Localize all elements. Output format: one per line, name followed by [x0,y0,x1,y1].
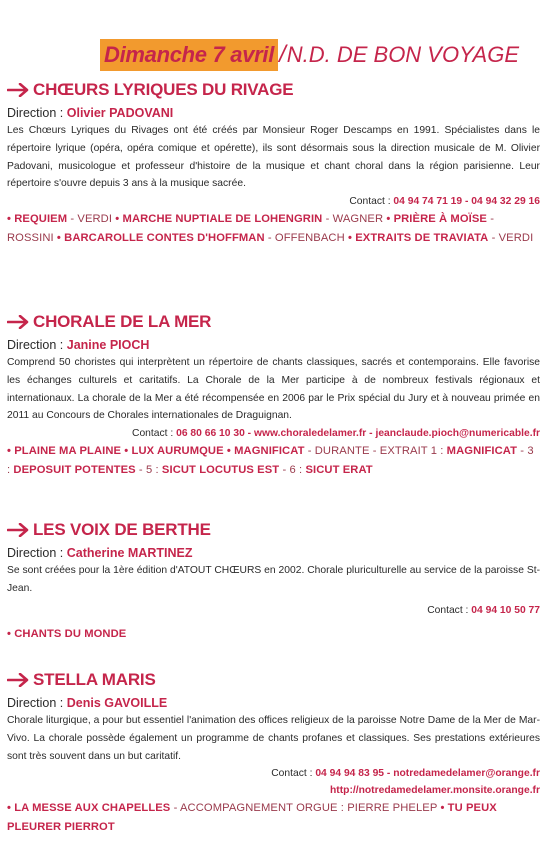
choir-description: Chorale liturgique, a pour but essentiel l'animation des offices religieux de la paroisse Notre Dame de la Mer de Mar-Vivo. La chorale possède également un programme de chants profanes et classiques. Ses prestations extérieures sont très souvent dans un but caritatif. [7,715,540,762]
repertoire-list [7,625,540,644]
work-composer: - VERDI [488,232,534,245]
event-date: Dimanche 7 avril [100,39,278,71]
choir-description: Comprend 50 choristes qui interprètent un répertoire de chants classiques, sacrés et contemporains. Elle favorise les échanges culturels et caritatifs. La Chorale de la Mer participe à de nombreux festivals régionaux et internationaux. La chorale de la Mer a été récompensée en 2006 par le Prix spécial du Jury et à nouveau primée en 2011 au Concours de Chorales internationales de Draguignan. [7,357,540,422]
direction-line [7,106,540,120]
repertoire-list [7,210,540,248]
direction-label: Direction : [7,106,67,120]
work-title: • PLAINE MA PLAINE [7,445,122,458]
choir-section-2 [7,311,540,480]
website-link[interactable]: http://notredamedelamer.monsite.orange.fr [330,785,540,797]
work-title: MAGNIFICAT [446,445,518,458]
header-separator: / [279,41,286,68]
work-title: DEPOSUIT POTENTES [13,464,136,477]
work-composer: - DURANTE - EXTRAIT 1 : [304,445,447,458]
contact-value: 04 94 10 50 77 [471,604,540,616]
arrow-right-icon [7,523,29,537]
choir-name: CHŒURS LYRIQUES DU RIVAGE [33,80,294,99]
work-composer: - 5 : [135,464,162,477]
work-composer: - 3 : [7,445,534,477]
direction-label: Direction : [7,696,67,710]
direction-label: Direction : [7,338,67,352]
arrow-right-icon [7,315,29,329]
director-name: Janine PIOCH [66,338,150,352]
event-header [100,39,519,71]
contact-label: Contact : [427,604,472,616]
work-composer: - ROSSINI [7,213,495,245]
choir-description: Se sont créées pour la 1ère édition d'ATOUT CHŒURS en 2002. Chorale pluriculturelle au service de la paroisse St-Jean. [7,565,540,594]
contact-line [7,193,540,210]
contact-value: 04 94 74 71 19 - 04 94 32 29 16 [393,196,540,208]
work-title: • CHANTS DU MONDE [7,627,127,640]
contact-line [7,765,540,782]
choir-name: STELLA MARIS [33,670,156,689]
choir-section-4 [7,669,540,837]
contact-label: Contact : [349,196,394,208]
work-title: • PRIÈRE À MOÏSE [386,213,487,226]
director-name: Olivier PADOVANI [66,106,174,120]
contact-value: 04 94 94 83 95 - notredamedelamer@orange.fr [315,768,540,780]
work-composer: - OFFENBACH [264,232,348,245]
contact-line [7,425,540,442]
work-title: • TU PEUX PLEURER PIERROT [7,802,497,834]
contact-label: Contact : [132,428,177,440]
choir-description: Les Chœurs Lyriques du Rivages ont été créés par Monsieur Roger Descamps en 1991. Spécialistes dans le répertoire lyrique (opéra, opéra comique et opérette), ils sont désormais sous la direction musicale de M. Olivier Padovani, musicologue et professeur d'histoire de la musique et chant choral dans la région parisienne. Leur répertoire s'ouvre depuis 3 ans à la musique sacrée. [7,125,540,190]
contact-value: 06 80 66 10 30 - www.choraledelamer.fr - jeanclaude.pioch@numericable.fr [176,428,540,440]
work-title: • MAGNIFICAT [226,445,305,458]
repertoire-list [7,799,540,837]
choir-name: LES VOIX DE BERTHE [33,520,211,539]
direction-line [7,696,540,710]
choir-section-1 [7,79,540,248]
choir-name: CHORALE DE LA MER [33,312,212,331]
arrow-right-icon [7,83,29,97]
director-name: Catherine MARTINEZ [66,546,193,560]
direction-line [7,546,540,560]
direction-line [7,338,540,352]
section-title [7,669,540,691]
work-title: • BARCAROLLE CONTES D'HOFFMAN [56,232,265,245]
work-title: • REQUIEM [7,213,68,226]
work-title: • LUX AURUMQUE [124,445,224,458]
contact-line [7,602,540,619]
contact-label: Contact : [271,768,316,780]
arrow-right-icon [7,673,29,687]
work-title: • EXTRAITS DE TRAVIATA [348,232,489,245]
section-title [7,519,540,541]
director-name: Denis GAVOILLE [66,696,168,710]
work-composer: - ACCOMPAGNEMENT ORGUE : PIERRE PHELEP [170,802,441,815]
repertoire-list [7,442,540,480]
work-title: • LA MESSE AUX CHAPELLES [7,802,171,815]
website-line [7,782,540,799]
work-composer: - WAGNER [322,213,387,226]
section-title [7,79,540,101]
work-composer: - 6 : [279,464,306,477]
work-title: • MARCHE NUPTIALE DE LOHENGRIN [115,213,323,226]
work-title: SICUT ERAT [305,464,373,477]
direction-label: Direction : [7,546,67,560]
event-place: N.D. DE BON VOYAGE [286,42,520,67]
choir-section-3 [7,519,540,644]
work-title: SICUT LOCUTUS EST [161,464,280,477]
work-composer: - VERDI [67,213,116,226]
section-title [7,311,540,333]
